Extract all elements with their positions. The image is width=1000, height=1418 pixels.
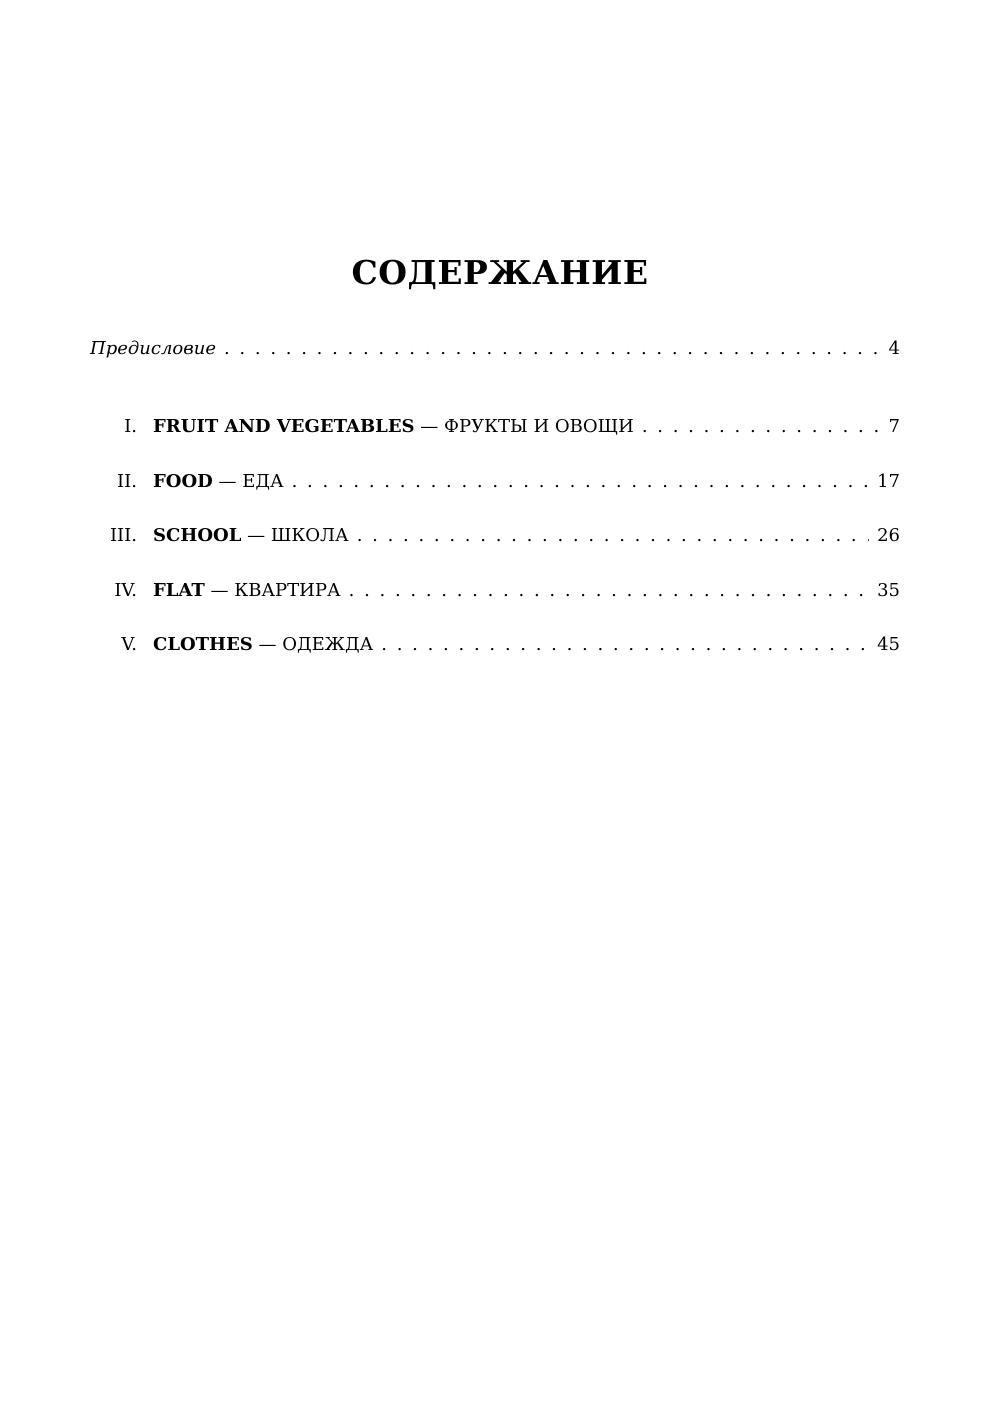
page-title: СОДЕРЖАНИЕ: [351, 253, 649, 292]
dot-leader: [224, 336, 881, 362]
page-number: 7: [888, 416, 900, 437]
chapter-number: II.: [117, 471, 137, 492]
dot-leader: [642, 414, 881, 440]
dot-leader: [357, 523, 869, 549]
page-number: 17: [877, 471, 900, 492]
chapter-title-en: CLOTHES: [153, 634, 253, 655]
page-number: 4: [888, 338, 900, 359]
dot-leader: [349, 578, 869, 604]
separator: —: [252, 634, 283, 655]
chapter-number: III.: [109, 525, 137, 546]
chapter-title-ru: ЕДА: [242, 471, 284, 492]
chapter-title-ru: КВАРТИРА: [234, 580, 341, 601]
toc-entry-2[interactable]: [90, 469, 900, 495]
toc-entry-4[interactable]: [90, 578, 900, 604]
preface-label: Предисловие: [90, 338, 216, 359]
dot-leader: [381, 632, 869, 658]
chapter-title-ru: ОДЕЖДА: [282, 634, 374, 655]
separator: —: [414, 416, 445, 437]
separator: —: [241, 525, 271, 546]
toc-entry-3[interactable]: [90, 523, 900, 549]
separator: —: [204, 580, 235, 601]
chapter-title-ru: ФРУКТЫ И ОВОЩИ: [444, 416, 634, 437]
chapter-number: V.: [121, 634, 137, 655]
toc-entry-5[interactable]: [90, 632, 900, 658]
page-number: 26: [877, 525, 900, 546]
chapter-title-en: FLAT: [153, 580, 205, 601]
chapter-title-ru: ШКОЛА: [270, 525, 349, 546]
page-number: 45: [877, 634, 900, 655]
toc-entry-1[interactable]: [90, 414, 900, 440]
separator: —: [212, 471, 243, 492]
dot-leader: [292, 469, 869, 495]
toc-preface[interactable]: [90, 336, 900, 362]
chapter-title-en: FOOD: [153, 471, 213, 492]
chapter-title-en: SCHOOL: [153, 525, 242, 546]
chapter-number: IV.: [114, 580, 137, 601]
chapter-number: I.: [124, 416, 137, 437]
chapter-title-en: FRUIT AND VEGETABLES: [153, 416, 415, 437]
page-number: 35: [877, 580, 900, 601]
